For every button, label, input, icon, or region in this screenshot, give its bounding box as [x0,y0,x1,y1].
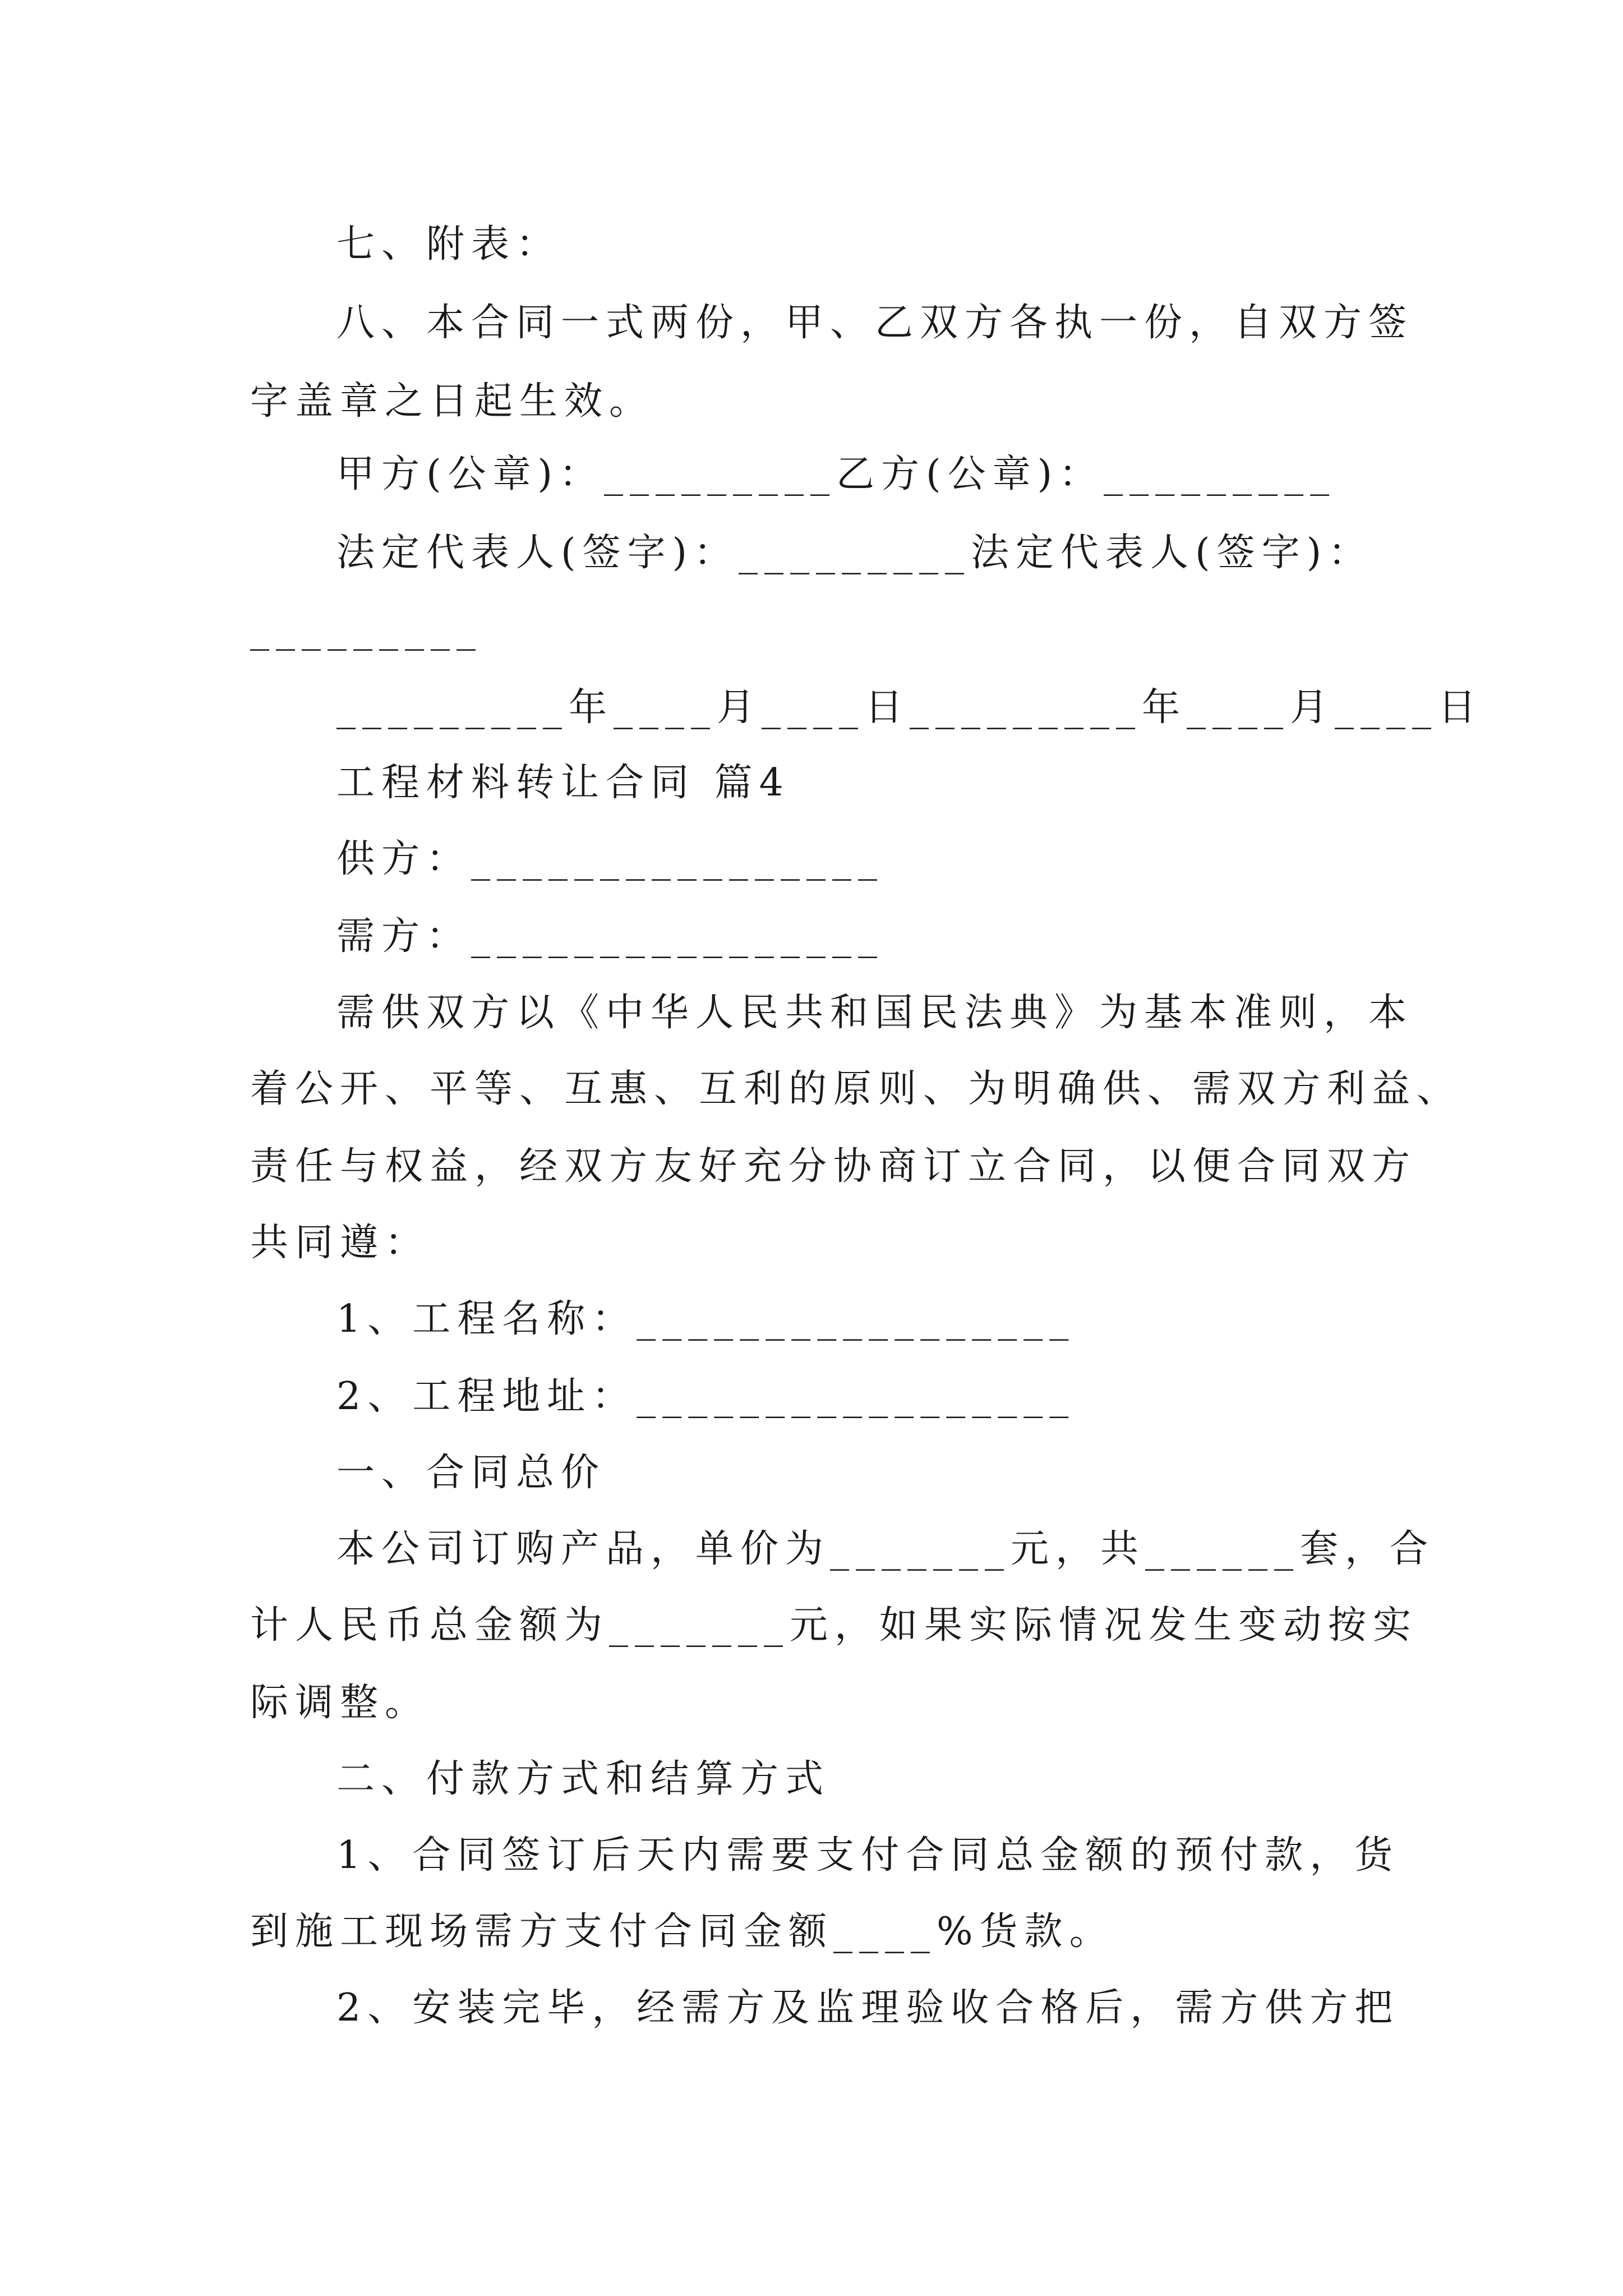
text-line: 需供双方以《中华人民共和国民法典》为基本准则，本 [336,991,1414,1035]
text-line: 2、安装完毕，经需方及监理验收合格后，需方供方把 [336,1986,1400,2030]
text-line: 到施工现场需方支付合同金额____%货款。 [250,1910,1114,1954]
text-line: 七、附表： [336,222,561,266]
text-line: 法定代表人(签字)：_________法定代表人(签字)： [336,531,1373,575]
text-line: 共同遵： [250,1221,430,1265]
section-heading: 工程材料转让合同 篇4 [336,761,790,805]
text-line: 需方：________________ [336,914,884,959]
text-line: 2、工程地址：_________________ [336,1374,1076,1419]
text-line: _________ [250,607,482,651]
text-line: 1、工程名称：_________________ [336,1297,1076,1341]
text-line: 甲方(公章)：_________乙方(公章)：_________ [336,452,1336,496]
section-heading: 二、付款方式和结算方式 [336,1757,831,1801]
text-line: 本公司订购产品，单价为_______元，共______套，合 [336,1527,1435,1571]
text-line: 计人民币总金额为_______元，如果实际情况发生变动按实 [250,1603,1418,1648]
text-line: 字盖章之日起生效。 [250,379,654,424]
text-line: _________年____月____日_________年____月____日 [336,685,1483,730]
text-line: 供方：________________ [336,837,884,881]
text-line: 八、本合同一式两份，甲、乙双方各执一份，自双方签 [336,301,1414,345]
text-line: 着公开、平等、互惠、互利的原则、为明确供、需双方利益、 [250,1067,1462,1111]
text-line: 责任与权益，经双方友好充分协商订立合同，以便合同双方 [250,1144,1417,1189]
text-line: 际调整。 [250,1681,430,1725]
text-line: 1、合同签订后天内需要支付合同总金额的预付款，货 [336,1833,1400,1878]
section-heading: 一、合同总价 [336,1451,606,1495]
